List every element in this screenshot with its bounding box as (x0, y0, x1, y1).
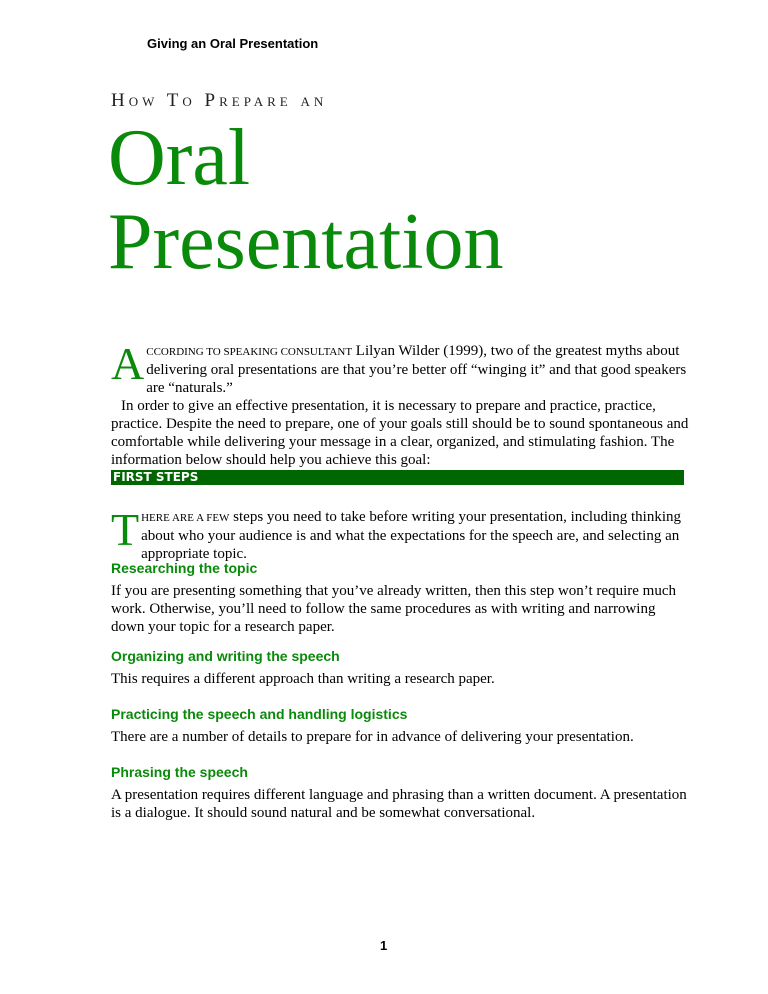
title-kicker: How To Prepare an (111, 90, 328, 111)
intro-section (111, 338, 691, 469)
title-line-1: Oral (108, 114, 251, 202)
small-caps-lead: HERE ARE A FEW (141, 512, 230, 524)
page-number: 1 (380, 938, 388, 953)
drop-cap: A (111, 338, 145, 389)
section-paragraph-1 (111, 504, 691, 563)
subsection-heading: Phrasing the speech (111, 764, 248, 780)
subsection-text: A presentation requires different language and phrasing than a written document. A presentation is a dialogue. It should sound natural and be somewhat conversational. (111, 787, 687, 821)
subsection-text: This requires a different approach than writing a research paper. (111, 671, 495, 687)
drop-cap: T (111, 504, 140, 555)
intro-paragraph-2: In order to give an effective presentation, it is necessary to prepare and practice, practice, practice. Despite the need to prepare, one of your goals still should be to sound spontaneous and comfortable while delivering your message in a clear, organized, and stimulating fashion. The information below should help you achieve this goal: (111, 398, 689, 468)
subsection-text: There are a number of details to prepare for in advance of delivering your presentation. (111, 729, 634, 745)
subsection-text: If you are presenting something that you’ve already written, then this step won’t require much work. Otherwise, you’ll need to follow the same procedures as with writing and narrowing down your topic for a research paper. (111, 583, 676, 635)
small-caps-lead: CCORDING TO SPEAKING CONSULTANT (146, 346, 353, 358)
section-heading-bar: FIRST STEPS (111, 470, 684, 485)
title-line-2: Presentation (108, 198, 504, 286)
subsection-heading: Organizing and writing the speech (111, 648, 340, 664)
paragraph-text: steps you need to take before writing your presentation, including thinking about who your audience is and what the expectations for the speech are, and selecting an appropriate topic. (141, 509, 681, 562)
paragraph-text: Lilyan Wilder (1999), two of the greatest myths about delivering oral presentations are that you’re better off “winging it” and that good speakers are “naturals.” (146, 343, 687, 396)
running-header: Giving an Oral Presentation (147, 36, 319, 51)
intro-paragraph-1 (111, 338, 691, 397)
section-intro (111, 504, 691, 563)
subsection-heading: Practicing the speech and handling logistics (111, 706, 408, 722)
subsection-heading: Researching the topic (111, 560, 258, 576)
